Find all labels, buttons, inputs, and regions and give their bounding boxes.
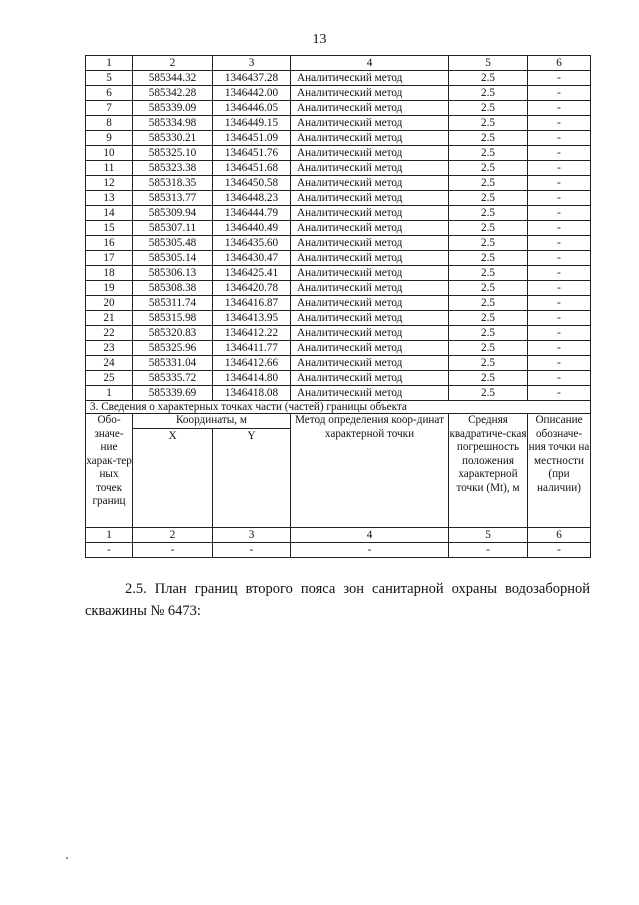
table-cell: Аналитический метод [291,116,449,131]
table-row [86,101,591,116]
table-cell: Аналитический метод [291,161,449,176]
page-number: 13 [312,32,327,47]
section-empty-row [86,543,591,558]
table-cell: 1346418.08 [213,386,291,401]
table-cell: 21 [86,311,133,326]
table-cell: 1346411.77 [213,341,291,356]
table-row [86,251,591,266]
table-cell: 1346412.66 [213,356,291,371]
table-row [86,221,591,236]
table-cell: 22 [86,326,133,341]
table-cell: Аналитический метод [291,101,449,116]
table-cell: 12 [86,176,133,191]
table-cell: 2.5 [449,311,528,326]
coordinates-table [85,55,591,558]
table-cell: - [528,281,591,296]
table-row [86,176,591,191]
header-description: Описание обозначе-ния точки на местности (при наличии) [528,414,591,528]
table-cell: - [528,161,591,176]
column-number: 5 [449,528,528,543]
table-cell: Аналитический метод [291,311,449,326]
table-cell: 585315.98 [133,311,213,326]
table-cell: - [528,326,591,341]
table-cell: - [528,356,591,371]
table-cell: 14 [86,206,133,221]
table-cell: - [528,543,591,558]
table-row [86,116,591,131]
table-cell: 15 [86,221,133,236]
table-cell: 2.5 [449,341,528,356]
table-cell: - [528,296,591,311]
table-cell: 585307.11 [133,221,213,236]
table-cell: - [528,371,591,386]
table-cell: - [449,543,528,558]
table-cell: - [528,86,591,101]
column-number: 1 [86,528,133,543]
table-row [86,356,591,371]
table-cell: 2.5 [449,71,528,86]
table-cell: 2.5 [449,221,528,236]
table-cell: 2.5 [449,161,528,176]
column-number: 6 [528,528,591,543]
header-x: X [133,429,213,528]
table-cell: 7 [86,101,133,116]
table-cell: 17 [86,251,133,266]
table-cell: - [528,101,591,116]
table-cell: Аналитический метод [291,221,449,236]
table-cell: 1346440.49 [213,221,291,236]
table-cell: 1346414.80 [213,371,291,386]
table-cell: Аналитический метод [291,206,449,221]
table-cell: - [528,71,591,86]
table-cell: 1346420.78 [213,281,291,296]
table-row [86,281,591,296]
table-cell: 25 [86,371,133,386]
table-cell: 585342.28 [133,86,213,101]
table-row [86,386,591,401]
table-row [86,236,591,251]
table-cell: 1346450.58 [213,176,291,191]
table-cell: - [528,341,591,356]
table-row [86,311,591,326]
table-cell: 1346448.23 [213,191,291,206]
table-cell: 1346412.22 [213,326,291,341]
header-y: Y [213,429,291,528]
table-cell: 2.5 [449,131,528,146]
table-cell: 585318.35 [133,176,213,191]
table-cell: 23 [86,341,133,356]
table-cell: - [528,386,591,401]
table-cell: Аналитический метод [291,236,449,251]
header-point-designation: Обо-значе-ние харак-тер ных точек границ [86,414,133,528]
table-cell: 585339.69 [133,386,213,401]
table-row [86,326,591,341]
table-row [86,341,591,356]
table-row [86,191,591,206]
table-cell: 2.5 [449,101,528,116]
table-cell: 2.5 [449,176,528,191]
table-cell: 2.5 [449,146,528,161]
table-cell: 1346425.41 [213,266,291,281]
table-row [86,206,591,221]
table-cell: Аналитический метод [291,371,449,386]
table-cell: 2.5 [449,191,528,206]
table-cell: 2.5 [449,371,528,386]
header-method: Метод определения коор-динат характерной точки [291,414,449,528]
table-cell: 9 [86,131,133,146]
table-cell: 1346444.79 [213,206,291,221]
column-number: 2 [133,528,213,543]
table-cell: 1346449.15 [213,116,291,131]
table-cell: 1346437.28 [213,71,291,86]
table-cell: 2.5 [449,86,528,101]
section-paragraph: 2.5. План границ второго пояса зон санитарной охраны водозаборной скважины № 6473: [85,581,590,619]
table-cell: Аналитический метод [291,191,449,206]
table-cell: 1346430.47 [213,251,291,266]
table-row [86,86,591,101]
table-cell: 585306.13 [133,266,213,281]
table-cell: 2.5 [449,266,528,281]
table-cell: - [528,236,591,251]
table-cell: 585320.83 [133,326,213,341]
table-row [86,131,591,146]
table-cell: Аналитический метод [291,386,449,401]
table-cell: Аналитический метод [291,131,449,146]
table-cell: 5 [86,71,133,86]
table-row [86,266,591,281]
table-cell: 10 [86,146,133,161]
table-row [86,146,591,161]
table-cell: 1346413.95 [213,311,291,326]
table-cell: 2.5 [449,236,528,251]
table-cell: Аналитический метод [291,86,449,101]
column-number: 4 [291,528,449,543]
column-number-row [86,56,591,71]
table-cell: 1346451.68 [213,161,291,176]
table-cell: 18 [86,266,133,281]
table-cell: - [528,221,591,236]
table-cell: 8 [86,116,133,131]
table-cell: 2.5 [449,356,528,371]
table-cell: - [213,543,291,558]
table-cell: 585330.21 [133,131,213,146]
table-cell: 2.5 [449,296,528,311]
table-cell: 585335.72 [133,371,213,386]
table-cell: - [528,251,591,266]
table-cell: 11 [86,161,133,176]
table-cell: 2.5 [449,386,528,401]
table-cell: 585334.98 [133,116,213,131]
table-cell: 585325.96 [133,341,213,356]
table-cell: 585339.09 [133,101,213,116]
table-cell: - [528,176,591,191]
table-cell: 585308.38 [133,281,213,296]
table-cell: 19 [86,281,133,296]
table-cell: - [86,543,133,558]
section-title: 3. Сведения о характерных точках части (частей) границы объекта [86,401,591,414]
table-cell: 585305.14 [133,251,213,266]
header-error: Средняя квадратиче-ская погрешность положения характерной точки (Mt), м [449,414,528,528]
table-cell: - [528,131,591,146]
table-cell: - [528,206,591,221]
table-cell: 1346451.09 [213,131,291,146]
table-cell: Аналитический метод [291,326,449,341]
table-cell: Аналитический метод [291,71,449,86]
table-cell: - [528,191,591,206]
column-number: 4 [291,56,449,71]
table-cell: Аналитический метод [291,176,449,191]
table-cell: 585344.32 [133,71,213,86]
table-cell: 24 [86,356,133,371]
table-cell: 1346416.87 [213,296,291,311]
table-cell: 585323.38 [133,161,213,176]
table-cell: 2.5 [449,206,528,221]
table-cell: 1346435.60 [213,236,291,251]
table-cell: - [528,266,591,281]
table-cell: Аналитический метод [291,146,449,161]
table-cell: Аналитический метод [291,296,449,311]
column-number: 1 [86,56,133,71]
column-number: 6 [528,56,591,71]
table-cell: - [133,543,213,558]
table-cell: 1346451.76 [213,146,291,161]
table-cell: 2.5 [449,116,528,131]
section-number-row [86,528,591,543]
table-cell: Аналитический метод [291,251,449,266]
table-cell: 20 [86,296,133,311]
column-number: 5 [449,56,528,71]
table-cell: 1 [86,386,133,401]
table-cell: - [528,116,591,131]
table-cell: 585305.48 [133,236,213,251]
table-cell: 2.5 [449,251,528,266]
table-cell: 13 [86,191,133,206]
table-row [86,371,591,386]
table-cell: - [528,311,591,326]
table-cell: Аналитический метод [291,341,449,356]
column-number: 3 [213,56,291,71]
table-cell: 1346442.00 [213,86,291,101]
scan-speck [66,857,68,859]
table-cell: 585313.77 [133,191,213,206]
table-cell: 585311.74 [133,296,213,311]
table-cell: 585331.04 [133,356,213,371]
table-cell: Аналитический метод [291,356,449,371]
table-row [86,161,591,176]
table-cell: - [528,146,591,161]
header-coordinates: Координаты, м [133,414,291,429]
table-cell: 1346446.05 [213,101,291,116]
table-cell: - [291,543,449,558]
table-cell: Аналитический метод [291,281,449,296]
table-row [86,296,591,311]
table-cell: 2.5 [449,281,528,296]
column-number: 2 [133,56,213,71]
table-cell: 585309.94 [133,206,213,221]
table-cell: Аналитический метод [291,266,449,281]
table-cell: 16 [86,236,133,251]
section-title-row [86,401,591,414]
section-header-row [86,414,591,429]
table-cell: 585325.10 [133,146,213,161]
table-cell: 2.5 [449,326,528,341]
table-cell: 6 [86,86,133,101]
table-row [86,71,591,86]
column-number: 3 [213,528,291,543]
